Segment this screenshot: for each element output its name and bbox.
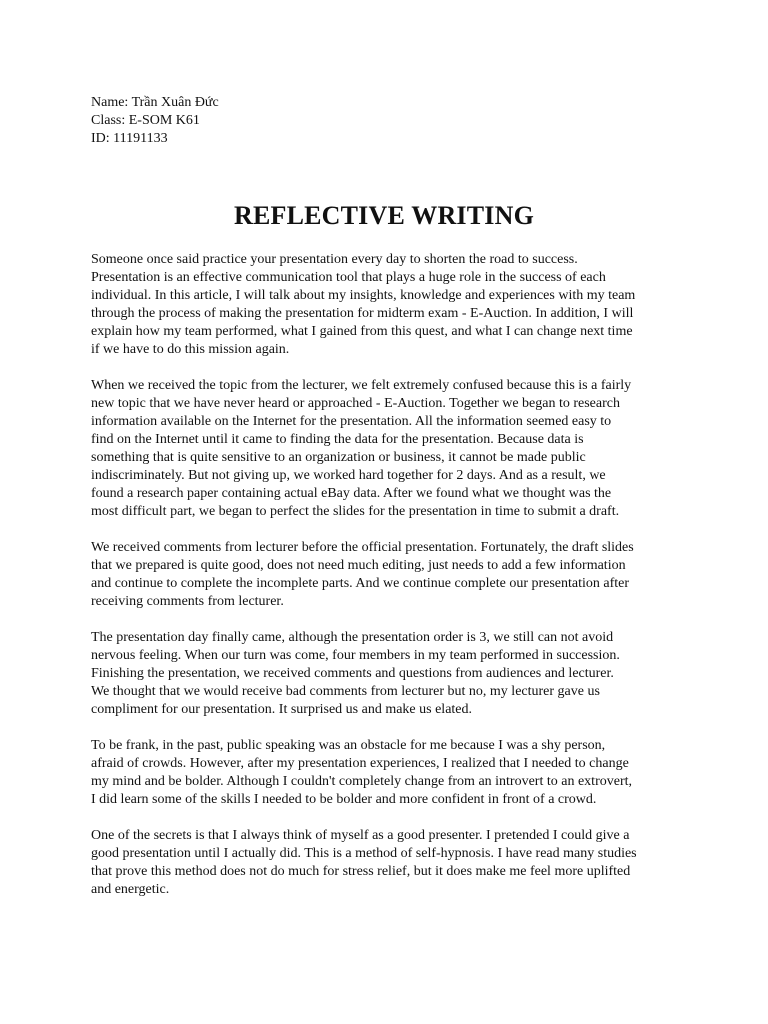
text-line: that we prepared is quite good, does not need much editing, just needs to add a few information	[91, 558, 626, 573]
text-line: individual. In this article, I will talk about my insights, knowledge and experiences with my team	[91, 288, 636, 303]
text-line: most difficult part, we began to perfect the slides for the presentation in time to submit a draft.	[91, 504, 620, 519]
text-line: indiscriminately. But not giving up, we worked hard together for 2 days. And as a result, we	[91, 468, 606, 483]
text-line: good presentation until I actually did. This is a method of self-hypnosis. I have read many studies	[91, 846, 637, 861]
text-line: information available on the Internet for the presentation. All the information seemed easy to	[91, 414, 612, 429]
text-line: and energetic.	[91, 882, 170, 897]
paragraph-1	[91, 251, 681, 359]
text-line: afraid of crowds. However, after my presentation experiences, I realized that I needed to change	[91, 756, 629, 771]
text-line: compliment for our presentation. It surprised us and make us elated.	[91, 702, 473, 717]
paragraph-3	[91, 539, 681, 611]
text-line: explain how my team performed, what I gained from this quest, and what I can change next time	[91, 324, 633, 339]
text-line: receiving comments from lecturer.	[91, 594, 284, 609]
paragraph-5	[91, 737, 681, 809]
paragraph-6	[91, 827, 681, 899]
student-id: ID: 11191133	[91, 131, 168, 146]
text-line: nervous feeling. When our turn was come, four members in my team performed in succession.	[91, 648, 620, 663]
student-info	[91, 94, 219, 148]
paragraph-4	[91, 629, 681, 719]
document-body	[91, 251, 681, 917]
text-line: if we have to do this mission again.	[91, 342, 290, 357]
text-line: found a research paper containing actual eBay data. After we found what we thought was the	[91, 486, 612, 501]
text-line: Presentation is an effective communication tool that plays a huge role in the success of each	[91, 270, 606, 285]
text-line: my mind and be bolder. Although I couldn't completely change from an introvert to an extrovert,	[91, 774, 632, 789]
text-line: I did learn some of the skills I needed to be bolder and more confident in front of a crowd.	[91, 792, 597, 807]
text-line: Finishing the presentation, we received comments and questions from audiences and lecturer.	[91, 666, 614, 681]
paragraph-2	[91, 377, 681, 521]
text-line: We received comments from lecturer before the official presentation. Fortunately, the draft slides	[91, 540, 634, 555]
text-line: When we received the topic from the lecturer, we felt extremely confused because this is a fairly	[91, 378, 632, 393]
text-line: new topic that we have never heard or approached - E-Auction. Together we began to research	[91, 396, 620, 411]
student-name: Name: Trần Xuân Đức	[91, 95, 219, 110]
text-line: One of the secrets is that I always think of myself as a good presenter. I pretended I could give a	[91, 828, 630, 843]
student-class: Class: E-SOM K61	[91, 113, 200, 128]
text-line: that prove this method does not do much for stress relief, but it does make me feel more uplifted	[91, 864, 631, 879]
text-line: something that is quite sensitive to an organization or business, it cannot be made public	[91, 450, 586, 465]
document-title: REFLECTIVE WRITING	[233, 201, 535, 230]
text-line: Someone once said practice your presentation every day to shorten the road to success.	[91, 252, 578, 267]
text-line: find on the Internet until it came to finding the data for the presentation. Because data is	[91, 432, 584, 447]
text-line: We thought that we would receive bad comments from lecturer but no, my lecturer gave us	[91, 684, 600, 699]
text-line: The presentation day finally came, although the presentation order is 3, we still can not avoid	[91, 630, 614, 645]
text-line: and continue to complete the incomplete parts. And we continue complete our presentation after	[91, 576, 630, 591]
text-line: through the process of making the presentation for midterm exam - E-Auction. In addition, I will	[91, 306, 634, 321]
text-line: To be frank, in the past, public speaking was an obstacle for me because I was a shy person,	[91, 738, 606, 753]
